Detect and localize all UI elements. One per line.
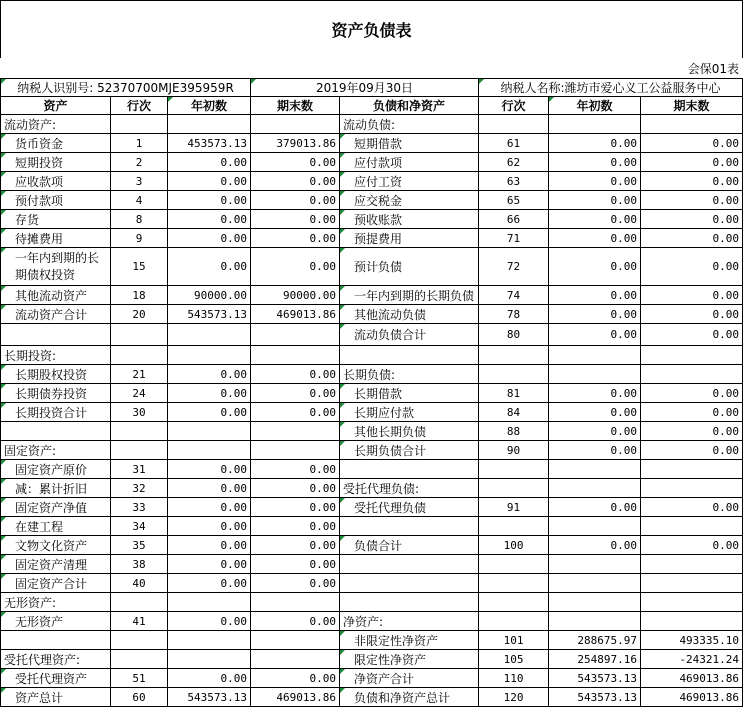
asset-line: 38: [111, 555, 168, 574]
header-begin: 年初数: [168, 97, 251, 115]
header-line: 行次: [111, 97, 168, 115]
asset-begin: 0.00: [168, 191, 251, 210]
liability-end: -24321.24: [641, 650, 743, 669]
asset-end: 469013.86: [251, 688, 340, 707]
liability-name: 长期应付款: [340, 403, 479, 422]
liability-end: [641, 365, 743, 384]
table-row: [1, 153, 743, 172]
asset-end: [251, 324, 340, 346]
asset-name: 固定资产清理: [1, 555, 111, 574]
liability-end: 0.00: [641, 305, 743, 324]
asset-name: 一年内到期的长期债权投资: [1, 248, 111, 286]
table-row: [1, 346, 743, 365]
liability-line: 110: [479, 669, 549, 688]
asset-end: [251, 650, 340, 669]
liability-line: 66: [479, 210, 549, 229]
asset-end: 0.00: [251, 153, 340, 172]
asset-begin: 0.00: [168, 365, 251, 384]
liability-name: 一年内到期的长期负债: [340, 286, 479, 305]
table-row: [1, 498, 743, 517]
asset-begin: 0.00: [168, 229, 251, 248]
liability-name: 负债和净资产总计: [340, 688, 479, 707]
asset-begin: [168, 593, 251, 612]
asset-begin: [168, 346, 251, 365]
liability-begin: [549, 593, 641, 612]
liability-name: 应交税金: [340, 191, 479, 210]
liability-begin: 0.00: [549, 324, 641, 346]
header-line: 行次: [479, 97, 549, 115]
asset-name: 在建工程: [1, 517, 111, 536]
asset-begin: 0.00: [168, 384, 251, 403]
asset-line: 2: [111, 153, 168, 172]
liability-line: [479, 479, 549, 498]
liability-name: 其他流动负债: [340, 305, 479, 324]
asset-name: 短期投资: [1, 153, 111, 172]
asset-line: 3: [111, 172, 168, 191]
liability-begin: 0.00: [549, 498, 641, 517]
liability-begin: [549, 346, 641, 365]
asset-line: 21: [111, 365, 168, 384]
asset-begin: 0.00: [168, 403, 251, 422]
asset-line: 33: [111, 498, 168, 517]
asset-line: [111, 346, 168, 365]
liability-end: 0.00: [641, 191, 743, 210]
liability-begin: [549, 574, 641, 593]
asset-line: 18: [111, 286, 168, 305]
asset-name: 应收款项: [1, 172, 111, 191]
header-end: 期末数: [641, 97, 743, 115]
table-row: [1, 593, 743, 612]
asset-line: 34: [111, 517, 168, 536]
asset-begin: [168, 631, 251, 650]
form-code: 会保01表: [687, 62, 739, 76]
table-row: [1, 517, 743, 536]
liability-name: 净资产:: [340, 612, 479, 631]
liability-name: [340, 555, 479, 574]
asset-end: 0.00: [251, 517, 340, 536]
asset-line: 35: [111, 536, 168, 555]
asset-end: 0.00: [251, 403, 340, 422]
liability-end: 0.00: [641, 134, 743, 153]
liability-line: [479, 612, 549, 631]
asset-end: 0.00: [251, 229, 340, 248]
liability-name: 预收账款: [340, 210, 479, 229]
liability-name: 长期负债合计: [340, 441, 479, 460]
asset-end: [251, 631, 340, 650]
asset-begin: [168, 441, 251, 460]
asset-name: 长期投资:: [1, 346, 111, 365]
asset-line: 30: [111, 403, 168, 422]
table-row: [1, 460, 743, 479]
asset-line: 41: [111, 612, 168, 631]
liability-end: [641, 346, 743, 365]
liability-begin: 0.00: [549, 384, 641, 403]
liability-end: [641, 593, 743, 612]
asset-name: 预付款项: [1, 191, 111, 210]
asset-begin: 0.00: [168, 498, 251, 517]
table-row: [1, 612, 743, 631]
header-asset: 资产: [1, 97, 111, 115]
liability-line: 81: [479, 384, 549, 403]
table-row: [1, 248, 743, 286]
table-row: [1, 403, 743, 422]
liability-end: 0.00: [641, 422, 743, 441]
asset-name: 待摊费用: [1, 229, 111, 248]
liability-name: 应付款项: [340, 153, 479, 172]
asset-begin: 0.00: [168, 612, 251, 631]
asset-begin: 0.00: [168, 517, 251, 536]
asset-begin: 0.00: [168, 574, 251, 593]
liability-begin: 0.00: [549, 210, 641, 229]
liability-begin: 0.00: [549, 536, 641, 555]
liability-begin: 0.00: [549, 134, 641, 153]
asset-line: [111, 324, 168, 346]
liability-line: [479, 574, 549, 593]
asset-line: [111, 593, 168, 612]
asset-line: 1: [111, 134, 168, 153]
asset-name: 固定资产合计: [1, 574, 111, 593]
liability-end: [641, 115, 743, 134]
table-row: [1, 631, 743, 650]
header-liability: 负债和净资产: [340, 97, 479, 115]
liability-name: [340, 517, 479, 536]
asset-end: [251, 115, 340, 134]
asset-name: 资产总计: [1, 688, 111, 707]
liability-end: [641, 460, 743, 479]
table-row: [1, 134, 743, 153]
table-row: [1, 422, 743, 441]
asset-end: 0.00: [251, 669, 340, 688]
asset-line: 32: [111, 479, 168, 498]
taxpayer-name: 纳税人名称:潍坊市爱心义工公益服务中心: [479, 79, 743, 97]
asset-end: 0.00: [251, 574, 340, 593]
asset-end: 0.00: [251, 612, 340, 631]
asset-begin: [168, 324, 251, 346]
asset-end: 0.00: [251, 460, 340, 479]
asset-name: 减：累计折旧: [1, 479, 111, 498]
liability-end: 493335.10: [641, 631, 743, 650]
liability-line: [479, 365, 549, 384]
table-row: [1, 479, 743, 498]
liability-end: [641, 517, 743, 536]
liability-end: [641, 555, 743, 574]
liability-end: 0.00: [641, 498, 743, 517]
liability-begin: [549, 460, 641, 479]
asset-begin: 0.00: [168, 172, 251, 191]
liability-line: 63: [479, 172, 549, 191]
liability-begin: [549, 479, 641, 498]
asset-end: 0.00: [251, 248, 340, 286]
table-row: [1, 555, 743, 574]
asset-name: 长期债券投资: [1, 384, 111, 403]
asset-end: [251, 422, 340, 441]
liability-line: 120: [479, 688, 549, 707]
liability-end: 0.00: [641, 384, 743, 403]
asset-name: 无形资产:: [1, 593, 111, 612]
table-row: [1, 115, 743, 134]
liability-begin: [549, 517, 641, 536]
table-row: [1, 286, 743, 305]
asset-line: 9: [111, 229, 168, 248]
asset-begin: 90000.00: [168, 286, 251, 305]
table-row: [1, 191, 743, 210]
asset-begin: 453573.13: [168, 134, 251, 153]
liability-name: 应付工资: [340, 172, 479, 191]
liability-begin: 254897.16: [549, 650, 641, 669]
asset-end: 469013.86: [251, 305, 340, 324]
asset-name: 长期股权投资: [1, 365, 111, 384]
liability-begin: 543573.13: [549, 688, 641, 707]
liability-name: 受托代理负债:: [340, 479, 479, 498]
liability-line: [479, 593, 549, 612]
table-row: [1, 229, 743, 248]
asset-begin: [168, 650, 251, 669]
asset-name: [1, 324, 111, 346]
liability-end: 0.00: [641, 248, 743, 286]
asset-end: 0.00: [251, 384, 340, 403]
liability-end: 0.00: [641, 229, 743, 248]
asset-line: 8: [111, 210, 168, 229]
liability-line: 71: [479, 229, 549, 248]
liability-name: 限定性净资产: [340, 650, 479, 669]
liability-line: 78: [479, 305, 549, 324]
asset-end: 0.00: [251, 498, 340, 517]
liability-name: 流动负债合计: [340, 324, 479, 346]
asset-name: 受托代理资产: [1, 669, 111, 688]
liability-begin: 288675.97: [549, 631, 641, 650]
asset-name: 流动资产:: [1, 115, 111, 134]
asset-name: 货币资金: [1, 134, 111, 153]
liability-end: [641, 574, 743, 593]
liability-begin: 0.00: [549, 305, 641, 324]
liability-begin: [549, 555, 641, 574]
asset-begin: 543573.13: [168, 305, 251, 324]
asset-end: [251, 593, 340, 612]
table-row: [1, 384, 743, 403]
liability-end: 0.00: [641, 210, 743, 229]
liability-line: 84: [479, 403, 549, 422]
asset-line: 24: [111, 384, 168, 403]
asset-begin: 0.00: [168, 460, 251, 479]
liability-line: 101: [479, 631, 549, 650]
asset-line: [111, 631, 168, 650]
liability-name: [340, 593, 479, 612]
asset-line: [111, 115, 168, 134]
asset-begin: 0.00: [168, 248, 251, 286]
sheet-title: 资产负债表: [0, 0, 743, 58]
table-row: [1, 650, 743, 669]
liability-name: [340, 460, 479, 479]
asset-begin: 0.00: [168, 153, 251, 172]
liability-name: 负债合计: [340, 536, 479, 555]
asset-end: 0.00: [251, 479, 340, 498]
liability-begin: [549, 115, 641, 134]
liability-begin: 0.00: [549, 229, 641, 248]
liability-end: 469013.86: [641, 669, 743, 688]
asset-end: 0.00: [251, 210, 340, 229]
asset-name: [1, 422, 111, 441]
liability-line: [479, 555, 549, 574]
liability-line: 62: [479, 153, 549, 172]
liability-line: 80: [479, 324, 549, 346]
asset-line: 31: [111, 460, 168, 479]
liability-begin: 0.00: [549, 403, 641, 422]
liability-end: 0.00: [641, 153, 743, 172]
table-row: [1, 365, 743, 384]
asset-line: 20: [111, 305, 168, 324]
liability-line: [479, 517, 549, 536]
liability-name: 短期借款: [340, 134, 479, 153]
table-row: [1, 669, 743, 688]
asset-begin: 0.00: [168, 536, 251, 555]
asset-begin: 0.00: [168, 210, 251, 229]
asset-line: 15: [111, 248, 168, 286]
table-row: [1, 305, 743, 324]
liability-name: 长期负债:: [340, 365, 479, 384]
asset-end: 0.00: [251, 555, 340, 574]
asset-line: 40: [111, 574, 168, 593]
asset-name: 无形资产: [1, 612, 111, 631]
taxpayer-id: 纳税人识别号: 52370700MJE395959R: [1, 79, 251, 97]
asset-begin: 0.00: [168, 669, 251, 688]
asset-name: 固定资产净值: [1, 498, 111, 517]
asset-name: 固定资产原价: [1, 460, 111, 479]
liability-line: 65: [479, 191, 549, 210]
table-row: [1, 172, 743, 191]
header-row: [1, 97, 743, 115]
asset-line: [111, 441, 168, 460]
asset-end: 379013.86: [251, 134, 340, 153]
liability-line: 100: [479, 536, 549, 555]
table-row: [1, 688, 743, 707]
liability-name: 其他长期负债: [340, 422, 479, 441]
liability-begin: 543573.13: [549, 669, 641, 688]
asset-line: 4: [111, 191, 168, 210]
asset-name: 流动资产合计: [1, 305, 111, 324]
liability-line: [479, 115, 549, 134]
table-row: [1, 441, 743, 460]
liability-name: 净资产合计: [340, 669, 479, 688]
liability-line: 61: [479, 134, 549, 153]
asset-name: 受托代理资产:: [1, 650, 111, 669]
liability-begin: 0.00: [549, 191, 641, 210]
liability-line: 90: [479, 441, 549, 460]
asset-name: 文物文化资产: [1, 536, 111, 555]
liability-name: 受托代理负债: [340, 498, 479, 517]
liability-name: [340, 346, 479, 365]
asset-name: 其他流动资产: [1, 286, 111, 305]
asset-name: 存货: [1, 210, 111, 229]
balance-table: [0, 78, 743, 707]
asset-name: [1, 631, 111, 650]
liability-name: 长期借款: [340, 384, 479, 403]
liability-line: [479, 460, 549, 479]
liability-name: 非限定性净资产: [340, 631, 479, 650]
header-end: 期末数: [251, 97, 340, 115]
liability-begin: [549, 612, 641, 631]
liability-begin: 0.00: [549, 286, 641, 305]
table-row: [1, 574, 743, 593]
liability-end: 0.00: [641, 536, 743, 555]
liability-line: 91: [479, 498, 549, 517]
asset-name: 长期投资合计: [1, 403, 111, 422]
liability-line: 105: [479, 650, 549, 669]
table-row: [1, 536, 743, 555]
liability-line: 74: [479, 286, 549, 305]
liability-end: 0.00: [641, 286, 743, 305]
liability-begin: 0.00: [549, 172, 641, 191]
liability-name: 预计负债: [340, 248, 479, 286]
liability-end: 0.00: [641, 172, 743, 191]
liability-end: 0.00: [641, 441, 743, 460]
liability-line: [479, 346, 549, 365]
asset-line: 51: [111, 669, 168, 688]
liability-end: [641, 612, 743, 631]
table-row: [1, 324, 743, 346]
liability-end: 0.00: [641, 324, 743, 346]
liability-name: 流动负债:: [340, 115, 479, 134]
asset-end: 0.00: [251, 365, 340, 384]
asset-line: [111, 422, 168, 441]
asset-end: 90000.00: [251, 286, 340, 305]
asset-line: 60: [111, 688, 168, 707]
header-begin: 年初数: [549, 97, 641, 115]
liability-name: [340, 574, 479, 593]
asset-begin: [168, 422, 251, 441]
table-row: [1, 210, 743, 229]
liability-begin: 0.00: [549, 248, 641, 286]
asset-end: 0.00: [251, 536, 340, 555]
asset-end: [251, 346, 340, 365]
liability-begin: 0.00: [549, 441, 641, 460]
asset-begin: 0.00: [168, 555, 251, 574]
asset-begin: [168, 115, 251, 134]
asset-end: 0.00: [251, 191, 340, 210]
liability-line: 72: [479, 248, 549, 286]
liability-end: 469013.86: [641, 688, 743, 707]
liability-end: 0.00: [641, 403, 743, 422]
liability-begin: 0.00: [549, 153, 641, 172]
asset-end: [251, 441, 340, 460]
info-row: [1, 79, 743, 97]
asset-begin: 543573.13: [168, 688, 251, 707]
liability-end: [641, 479, 743, 498]
report-date: 2019年09月30日: [251, 79, 479, 97]
asset-line: [111, 650, 168, 669]
liability-begin: 0.00: [549, 422, 641, 441]
asset-end: 0.00: [251, 172, 340, 191]
liability-begin: [549, 365, 641, 384]
liability-line: 88: [479, 422, 549, 441]
asset-name: 固定资产:: [1, 441, 111, 460]
liability-name: 预提费用: [340, 229, 479, 248]
asset-begin: 0.00: [168, 479, 251, 498]
